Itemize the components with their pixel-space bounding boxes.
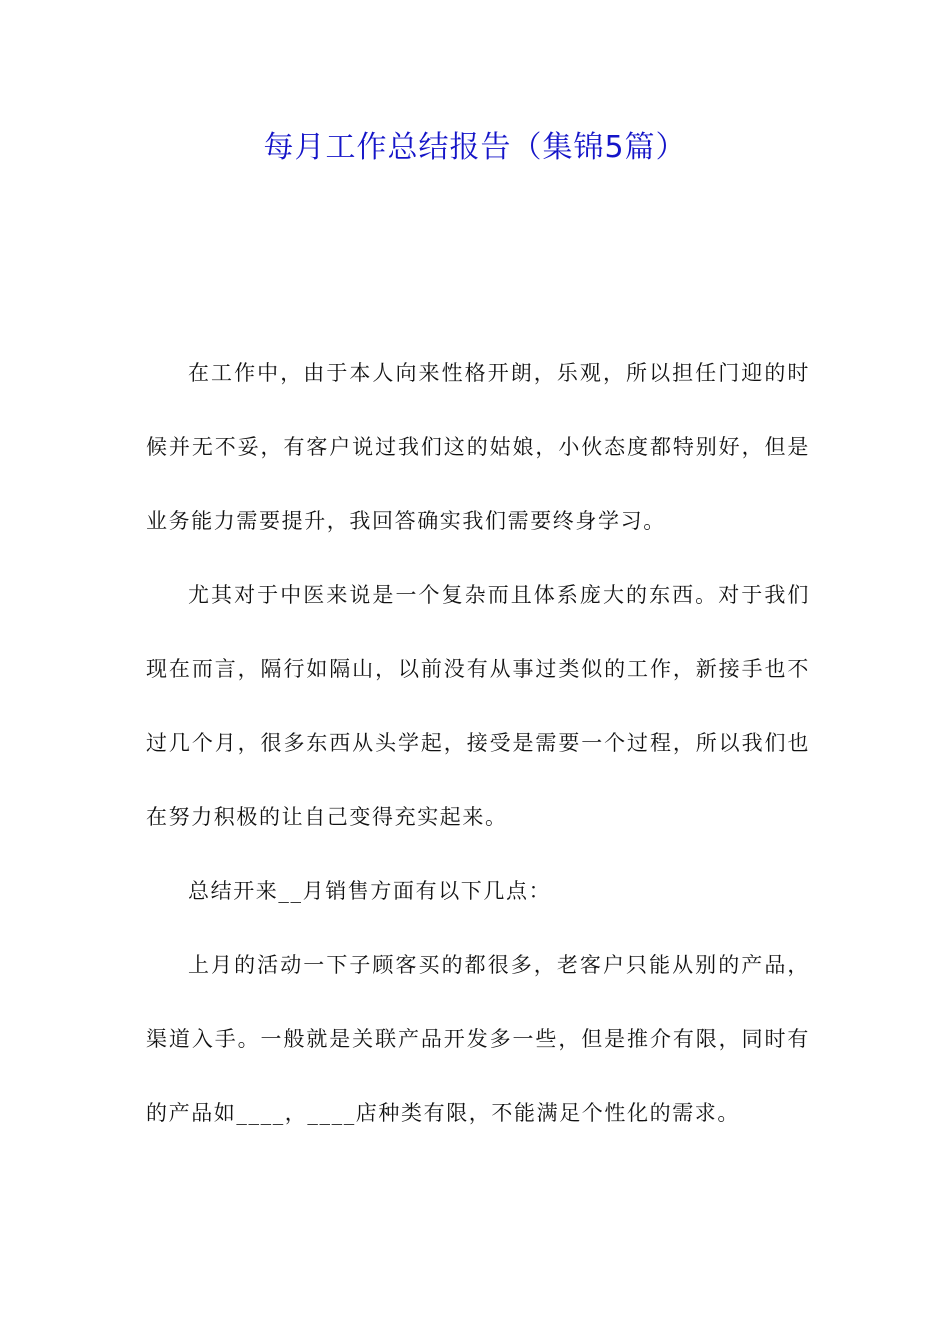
document-title: 每月工作总结报告（集锦5篇） (263, 130, 687, 165)
paragraph-3: 总结开来__月销售方面有以下几点： (188, 879, 552, 903)
paragraph-4: 上月的活动一下子顾客买的都很多，老客户只能从别的产品，渠道入手。一般就是关联产品开发多一些，但是推介有限，同时有的产品如____，____店种类有限，不能满足个性化的需求。 (146, 953, 810, 1125)
paragraph-1: 在工作中，由于本人向来性格开朗，乐观，所以担任门迎的时候并无不妥，有客户说过我们这的姑娘，小伙态度都特别好，但是业务能力需要提升，我回答确实我们需要终身学习。 (146, 361, 810, 533)
document-body (146, 336, 810, 1150)
paragraph-2: 尤其对于中医来说是一个复杂而且体系庞大的东西。对于我们现在而言，隔行如隔山，以前没有从事过类似的工作，新接手也不过几个月，很多东西从头学起，接受是需要一个过程，所以我们也在努力积极的让自己变得充实起来。 (146, 583, 810, 829)
